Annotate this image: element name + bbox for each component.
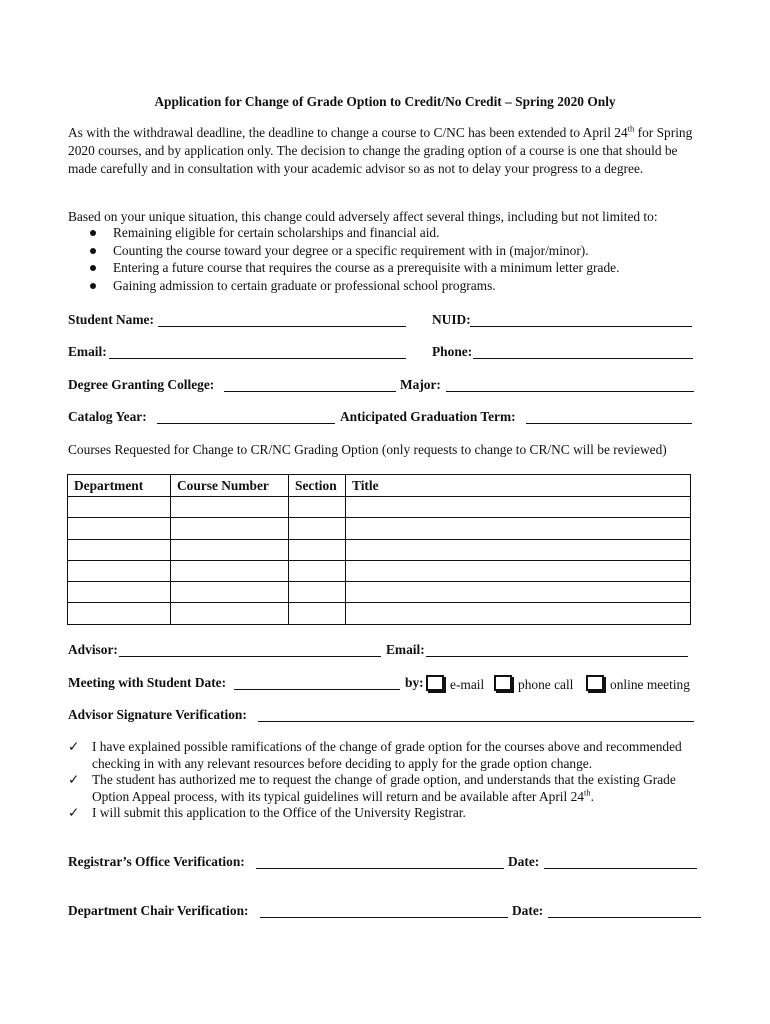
phone-label: Phone: [432,344,473,359]
list-item [88,277,688,295]
bullet-icon [90,230,96,236]
statement-text: I have explained possible ramifications of the change of grade option for the courses above and recommended checking in with any relevant resources before deciding to apply for the grade option change. [92,739,682,771]
table-row [68,560,691,581]
list-item [88,224,688,242]
registrar-verification-field[interactable] [256,868,504,869]
list-item-text: Entering a future course that requires the course as a prerequisite with a minimum letter grade. [113,260,620,275]
check-icon: ✓ [68,739,80,754]
email-field[interactable] [109,358,406,359]
intro-text-end: for Spring 2020 courses, and by application only. The decision to change the grading option of a course is one that should be made carefully and in consultation with your academic advisor so as not to delay your progress to a degree. [68,125,693,176]
dept-chair-verification-field[interactable] [260,917,508,918]
phone-field[interactable] [473,358,693,359]
statement-text: I will submit this application to the Office of the University Registrar. [92,805,466,820]
list-item-text: Counting the course toward your degree or a specific requirement with in (major/minor). [113,242,589,258]
table-cell[interactable] [171,518,289,539]
nuid-label: NUID: [432,312,471,327]
catalog-year-field[interactable] [157,423,335,424]
table-cell[interactable] [346,560,691,581]
statement-text [92,772,708,805]
registrar-date-label: Date: [508,854,540,869]
bullet-icon [90,283,96,289]
table-cell[interactable] [171,603,289,624]
email-checkbox[interactable] [426,675,444,691]
table-cell[interactable] [289,603,346,624]
table-cell[interactable] [289,518,346,539]
catalog-year-label: Catalog Year: [68,409,147,424]
table-cell[interactable] [346,603,691,624]
table-cell[interactable] [68,539,171,560]
list-item-text: Remaining eligible for certain scholarships and financial aid. [113,225,440,240]
bullet-icon [90,265,96,271]
bullet-icon [90,248,96,254]
degree-college-field[interactable] [224,391,396,392]
table-cell[interactable] [346,539,691,560]
advisor-label: Advisor: [68,642,118,657]
dept-chair-verification-label: Department Chair Verification: [68,903,249,918]
advisor-email-field[interactable] [426,656,688,657]
intro-text-start: As with the withdrawal deadline, the deadline to change a course to C/NC has been extended to April 24 [68,125,628,140]
column-header-course-number: Course Number [171,475,289,497]
impact-list [88,224,688,294]
meeting-option-email[interactable] [423,675,484,693]
table-cell[interactable] [68,497,171,518]
advisor-email-label: Email: [386,642,425,657]
intro-paragraph [68,124,703,178]
table-cell[interactable] [346,582,691,603]
student-name-label: Student Name: [68,312,154,327]
meeting-by-label: by: [405,675,424,690]
table-cell[interactable] [289,497,346,518]
grad-term-field[interactable] [526,423,692,424]
table-row [68,518,691,539]
advisor-field[interactable] [119,656,381,657]
table-cell[interactable] [68,518,171,539]
table-cell[interactable] [346,497,691,518]
meeting-date-field[interactable] [234,689,400,690]
column-header-department: Department [68,475,171,497]
dept-chair-date-field[interactable] [548,917,701,918]
based-on-paragraph: Based on your unique situation, this change could adversely affect several things, including but not limited to: [68,209,658,224]
table-row [68,582,691,603]
statement-superscript: th [583,787,591,798]
registrar-date-field[interactable] [544,868,697,869]
intro-superscript: th [627,123,635,134]
meeting-option-phone[interactable] [491,675,573,693]
meeting-date-label: Meeting with Student Date: [68,675,227,690]
column-header-title: Title [346,475,691,497]
table-row [68,603,691,624]
online-meeting-option-label: online meeting [610,677,690,692]
phone-call-checkbox[interactable] [494,675,512,691]
check-icon: ✓ [68,772,80,787]
table-row [68,539,691,560]
form-title: Application for Change of Grade Option to Credit/No Credit – Spring 2020 Only [154,94,616,109]
table-cell[interactable] [289,560,346,581]
nuid-field[interactable] [470,326,692,327]
statement-text-start: The student has authorized me to request the change of grade option, and understands that the existing Grade Option Appeal process, with its typical guidelines will return and be available after April 24 [92,772,676,804]
table-header-row [68,475,691,497]
registrar-verification-label: Registrar’s Office Verification: [68,854,245,869]
courses-table [67,474,691,625]
statement-text-end: . [590,788,594,804]
table-cell[interactable] [171,560,289,581]
list-item-text: Gaining admission to certain graduate or professional school programs. [113,277,496,293]
grad-term-label: Anticipated Graduation Term: [340,409,516,424]
dept-chair-date-label: Date: [512,903,544,918]
major-label: Major: [400,377,441,392]
table-cell[interactable] [68,603,171,624]
advisor-signature-field[interactable] [258,721,694,722]
degree-college-label: Degree Granting College: [68,377,215,392]
email-option-label: e-mail [450,677,485,692]
table-cell[interactable] [171,497,289,518]
check-icon: ✓ [68,805,80,820]
table-cell[interactable] [68,582,171,603]
student-name-field[interactable] [158,326,406,327]
major-field[interactable] [446,391,694,392]
list-item [88,259,688,277]
table-row [68,497,691,518]
table-cell[interactable] [171,539,289,560]
table-cell[interactable] [289,582,346,603]
phone-call-option-label: phone call [518,677,574,692]
meeting-option-online[interactable] [583,675,690,693]
column-header-section: Section [289,475,346,497]
courses-intro: Courses Requested for Change to CR/NC Grading Option (only requests to change to CR/NC will be reviewed) [68,442,667,457]
advisor-signature-label: Advisor Signature Verification: [68,707,247,722]
table-cell[interactable] [346,518,691,539]
table-cell[interactable] [289,539,346,560]
email-label: Email: [68,344,107,359]
list-item [88,242,688,260]
table-cell[interactable] [68,560,171,581]
online-meeting-checkbox[interactable] [586,675,604,691]
table-cell[interactable] [171,582,289,603]
